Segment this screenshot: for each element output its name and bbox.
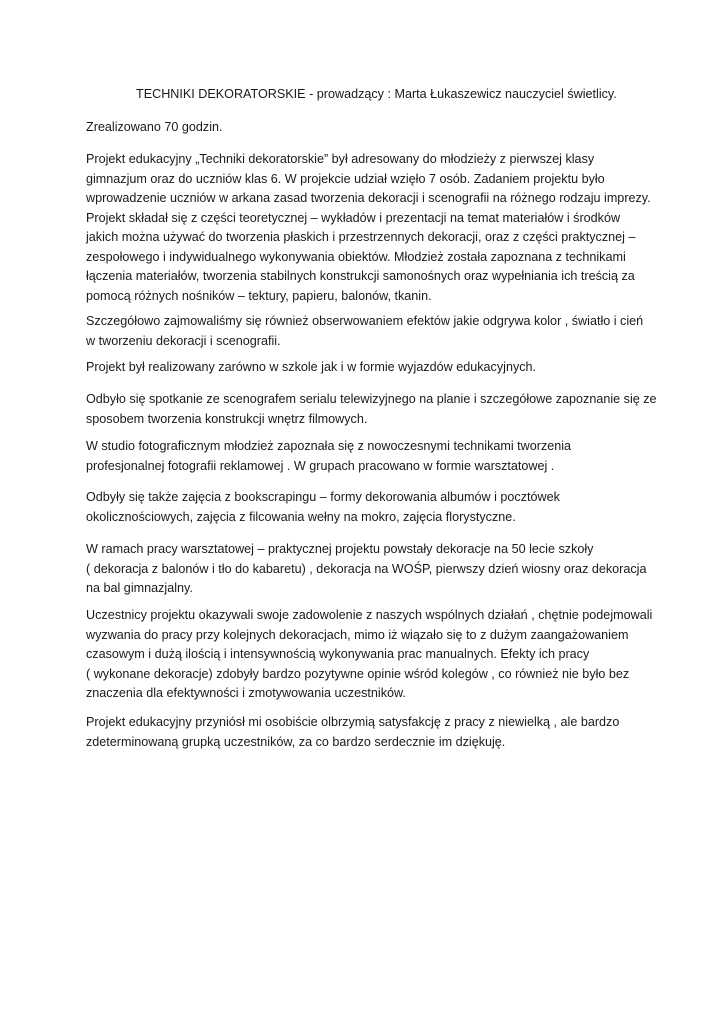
paragraph-line: gimnazjum oraz do uczniów klas 6. W projekcie udział wzięło 7 osób. Zadaniem projektu było xyxy=(86,171,605,186)
paragraph-line: na bal gimnazjalny. xyxy=(86,581,193,595)
paragraph-line: czasowym i dużą ilością i intensywnością wykonywania prac manualnych. Efekty ich pracy xyxy=(86,647,590,661)
paragraph-line: wyzwania do pracy przy kolejnych dekoracjach, mimo iż wiązało się to z dużym zaangażowaniem xyxy=(86,627,629,642)
paragraph-line: znaczenia dla efektywności i zmotywowania uczestników. xyxy=(86,686,406,700)
paragraph-line: pomocą różnych nośników – tektury, papieru, balonów, tkanin. xyxy=(86,288,432,303)
paragraph-color-light xyxy=(86,312,643,351)
paragraph-line: profesjonalnej fotografii reklamowej . W grupach pracowano w formie warsztatowej . xyxy=(86,458,555,473)
paragraph-line: sposobem tworzenia konstrukcji wnętrz filmowych. xyxy=(86,411,368,426)
paragraph-decorations xyxy=(86,540,646,599)
paragraph-line: zdeterminowaną grupką uczestników, za co bardzo serdecznie im dziękuję. xyxy=(86,734,506,749)
paragraph-line: Projekt był realizowany zarówno w szkole jak i w formie wyjazdów edukacyjnych. xyxy=(86,360,537,374)
paragraph-scenographer xyxy=(86,390,657,429)
paragraph-line: W ramach pracy warsztatowej – praktycznej projektu powstały dekoracje na 50 lecie szkoły xyxy=(86,542,594,556)
paragraph-line: Zrealizowano 70 godzin. xyxy=(86,120,223,134)
paragraph-line: Odbyły się także zajęcia z bookscrapingu – formy dekorowania albumów i pocztówek xyxy=(86,490,560,504)
paragraph-conclusion xyxy=(86,713,619,752)
paragraph-line: jakich można używać do tworzenia płaskich i przestrzennych dekoracji, oraz z części praktycznej – xyxy=(86,230,636,244)
paragraph-line: ( wykonane dekoracje) zdobyły bardzo pozytywne opinie wśród kolegów , co również nie było bez xyxy=(86,666,630,681)
paragraph-participants xyxy=(86,606,652,704)
paragraph-line: ( dekoracja z balonów i tło do kabaretu) , dekoracja na WOŚP, pierwszy dzień wiosny oraz dekoracja xyxy=(86,561,647,576)
paragraph-line: Uczestnicy projektu okazywali swoje zadowolenie z naszych wspólnych działań , chętnie podejmowali xyxy=(86,608,653,622)
paragraph-line: Odbyło się spotkanie ze scenografem serialu telewizyjnego na planie i szczegółowe zapoznanie się ze xyxy=(86,392,657,406)
paragraph-realization xyxy=(86,358,536,378)
paragraph-workshops xyxy=(86,488,560,527)
paragraph-line: Projekt edukacyjny „Techniki dekoratorskie” był adresowany do młodzieży z pierwszej klasy xyxy=(86,152,595,166)
paragraph-line: w tworzeniu dekoracji i scenografii. xyxy=(86,333,281,348)
paragraph-line: łączenia materiałów, tworzenia stabilnych konstrukcji samonośnych oraz wypełniania ich treścią za xyxy=(86,269,635,283)
paragraph-line: okolicznościowych, zajęcia z filcowania wełny na mokro, zajęcia florystyczne. xyxy=(86,509,516,524)
paragraph-hours xyxy=(86,118,223,138)
document-title: TECHNIKI DEKORATORSKIE - prowadzący : Marta Łukaszewicz nauczyciel świetlicy. xyxy=(136,87,617,101)
paragraph-line: Projekt składał się z części teoretycznej – wykładów i prezentacji na temat materiałów i środków xyxy=(86,210,621,225)
paragraph-line: Szczegółowo zajmowaliśmy się również obserwowaniem efektów jakie odgrywa kolor , światło i cień xyxy=(86,314,644,328)
paragraph-line: W studio fotograficznym młodzież zapoznała się z nowoczesnymi technikami tworzenia xyxy=(86,439,572,453)
paragraph-line: Projekt edukacyjny przyniósł mi osobiście olbrzymią satysfakcję z pracy z niewielką , ale bardzo xyxy=(86,715,620,729)
paragraph-line: wprowadzenie uczniów w arkana zasad tworzenia dekoracji i scenografii na różnego rodzaju imprezy. xyxy=(86,191,651,205)
paragraph-project-description xyxy=(86,150,651,306)
paragraph-photo-studio xyxy=(86,437,571,476)
paragraph-line: zespołowego i indywidualnego wykonywania obiektów. Młodzież została zapoznana z technikami xyxy=(86,249,626,264)
